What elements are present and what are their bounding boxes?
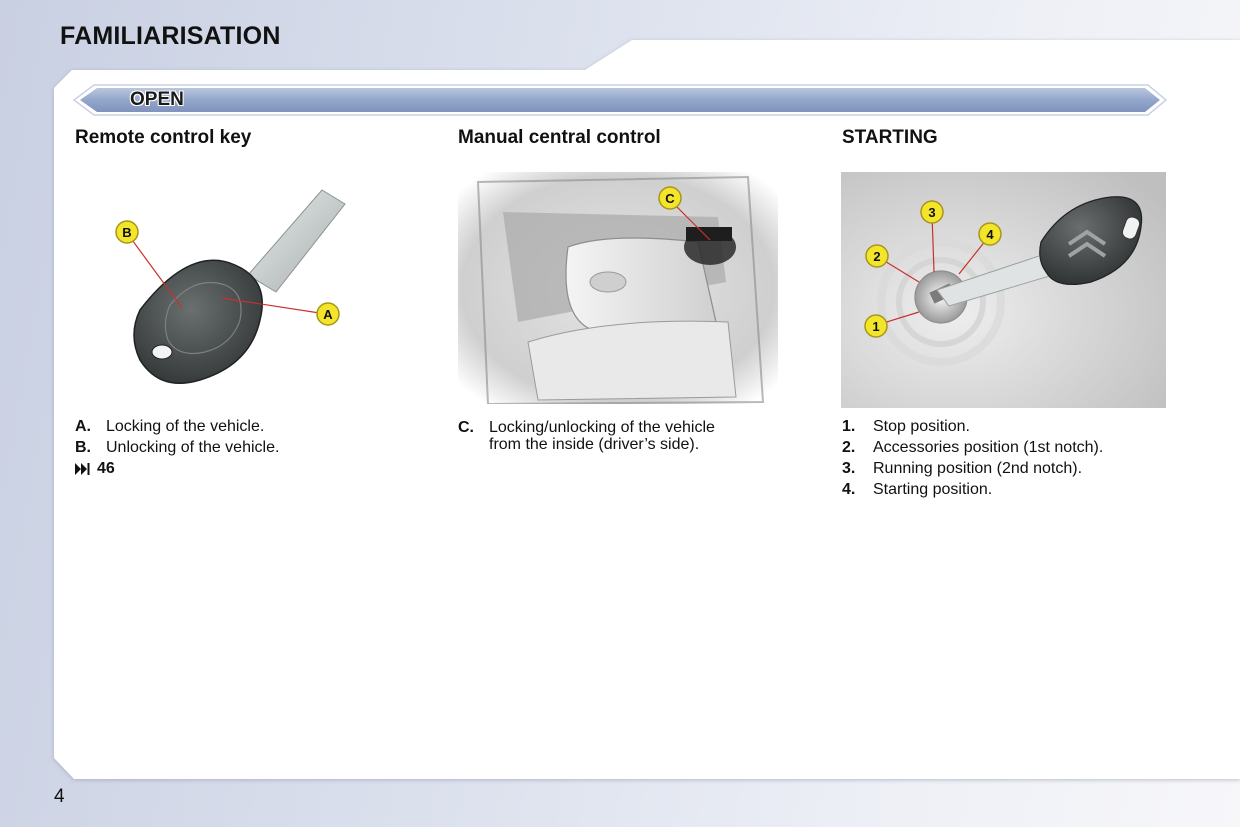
section-heading: STARTING [842, 127, 938, 148]
page-number: 4 [54, 786, 65, 807]
callout-2 [866, 245, 888, 267]
legend-key: 1. [842, 418, 856, 435]
section-starting [842, 126, 1202, 150]
section-manual-central-control [458, 126, 818, 150]
starting-legend [842, 416, 1212, 500]
legend-item [842, 458, 1212, 479]
legend-key: B. [75, 439, 91, 456]
callout-c [659, 187, 681, 209]
page-reference[interactable] [75, 458, 435, 479]
legend-text-line-1: Locking/unlocking of the vehicle [489, 419, 715, 436]
legend-text [489, 419, 798, 453]
legend-key: 2. [842, 439, 856, 456]
legend-item [458, 419, 798, 453]
legend-item [75, 437, 435, 458]
legend-text: Accessories position (1st notch). [873, 439, 1104, 456]
legend-key: A. [75, 418, 91, 435]
ignition-illustration [841, 172, 1166, 408]
svg-text:4: 4 [986, 227, 994, 242]
callout-4 [979, 223, 1001, 245]
svg-text:2: 2 [873, 249, 881, 264]
svg-text:B: B [122, 225, 132, 240]
legend-text-line-2: from the inside (driver’s side). [489, 436, 700, 453]
legend-text: Stop position. [873, 418, 970, 435]
section-remote-control-key [75, 126, 435, 150]
callout-3 [921, 201, 943, 223]
legend-item [842, 416, 1212, 437]
central-control-legend [458, 419, 798, 453]
legend-key: 3. [842, 460, 856, 477]
callout-a [317, 303, 339, 325]
door-panel-illustration [458, 172, 778, 404]
svg-text:3: 3 [928, 205, 936, 220]
legend-text: Starting position. [873, 481, 993, 498]
section-heading: Remote control key [75, 127, 252, 148]
banner-title: OPEN [130, 89, 184, 110]
legend-text: Locking of the vehicle. [106, 418, 265, 435]
callout-b [116, 221, 138, 243]
section-banner [72, 84, 1168, 116]
fast-forward-icon [75, 463, 91, 475]
svg-text:1: 1 [872, 319, 880, 334]
page-title: FAMILIARISATION [60, 22, 281, 50]
legend-item [75, 416, 435, 437]
legend-key: 4. [842, 481, 856, 498]
legend-item [842, 479, 1212, 500]
svg-text:C: C [665, 191, 675, 206]
remote-key-legend [75, 416, 435, 479]
legend-text: Unlocking of the vehicle. [106, 439, 280, 456]
legend-text: Running position (2nd notch). [873, 460, 1083, 477]
page-reference-number: 46 [97, 460, 115, 477]
legend-item [842, 437, 1212, 458]
svg-text:A: A [323, 307, 333, 322]
section-heading: Manual central control [458, 127, 661, 148]
callout-1 [865, 315, 887, 337]
legend-key: C. [458, 419, 474, 436]
remote-key-illustration [100, 180, 370, 400]
